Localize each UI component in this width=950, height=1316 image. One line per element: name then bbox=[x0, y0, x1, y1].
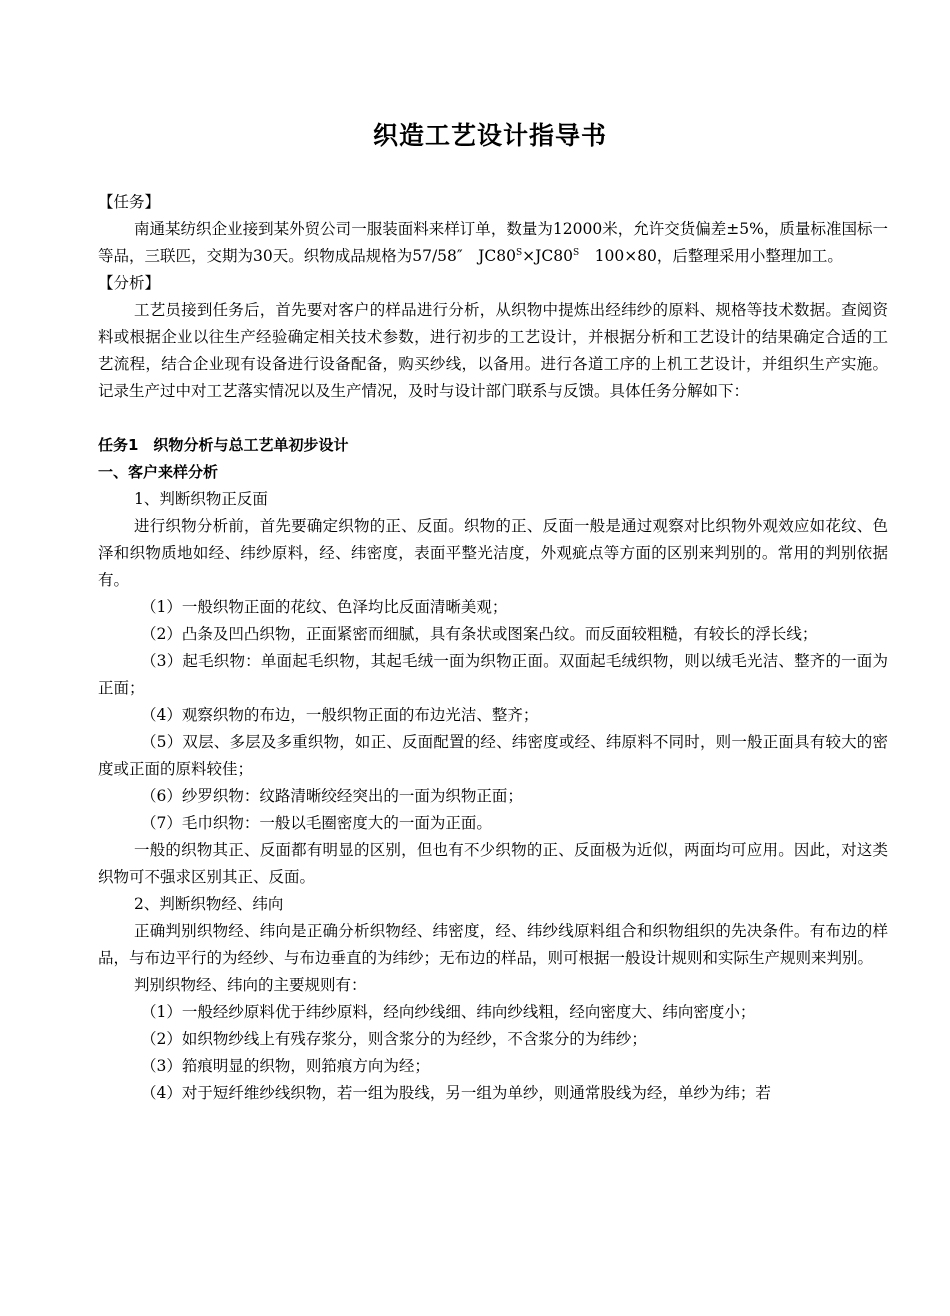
task1-heading: 任务1 织物分析与总工艺单初步设计 bbox=[98, 436, 349, 454]
sub1-item: （1）一般织物正面的花纹、色泽均比反面清晰美观； bbox=[141, 598, 508, 616]
task-text-b: ×JC80 bbox=[522, 247, 573, 265]
sub2-item: （4）对于短纤维纱线织物，若一组为股线，另一组为单纱，则通常股线为经，单纱为纬；若 bbox=[141, 1084, 771, 1102]
task-paragraph bbox=[98, 216, 888, 270]
task-text-a: 南通某纺织企业接到某外贸公司一服装面料来样订单，数量为12000米，允许交货偏差±5%，质量标准国标一等品，三联匹，交期为30天。织物成品规格为57/58″ JC80 bbox=[98, 220, 888, 265]
sub1-item: （4）观察织物的布边，一般织物正面的布边光洁、整齐； bbox=[141, 706, 539, 724]
task-heading: 【任务】 bbox=[98, 193, 161, 211]
sub1-outro: 一般的织物其正、反面都有明显的区别，但也有不少织物的正、反面极为近似，两面均可应用。因此，对这类织物可不强求区别其正、反面。 bbox=[98, 841, 888, 886]
sub2-heading: 2、判断织物经、纬向 bbox=[134, 895, 284, 913]
sub2-item: （1）一般经纱原料优于纬纱原料，经向纱线细、纬向纱线粗，经向密度大、纬向密度小； bbox=[141, 1003, 756, 1021]
sub1-item: （2）凸条及凹凸织物，正面紧密而细腻，具有条状或图案凸纹。而反面较粗糙，有较长的浮长线； bbox=[141, 625, 818, 643]
sub1-item: （5）双层、多层及多重织物，如正、反面配置的经、纬密度或经、纬原料不同时，则一般正面具有较大的密度或正面的原料较佳； bbox=[98, 733, 888, 778]
document-title: 织造工艺设计指导书 bbox=[372, 121, 607, 150]
sub2-intro: 正确判别织物经、纬向是正确分析织物经、纬密度，经、纬纱线原料组合和织物组织的先决条件。有布边的样品，与布边平行的为经纱、与布边垂直的为纬纱；无布边的样品，则可根据一般设计规则和实际生产规则来判别。 bbox=[98, 922, 888, 967]
task-sup-1: S bbox=[515, 248, 523, 258]
sub2-rules-intro: 判别织物经、纬向的主要规则有： bbox=[134, 976, 367, 994]
task-sup-2: S bbox=[572, 248, 580, 258]
sub2-item: （2）如织物纱线上有残存浆分，则含浆分的为经纱，不含浆分的为纬纱； bbox=[141, 1030, 647, 1048]
sub2-item: （3）筘痕明显的织物，则筘痕方向为经； bbox=[141, 1057, 430, 1075]
sub1-heading: 1、判断织物正反面 bbox=[134, 490, 268, 508]
analysis-paragraph: 工艺员接到任务后，首先要对客户的样品进行分析，从织物中提炼出经纬纱的原料、规格等技术数据。查阅资料或根据企业以往生产经验确定相关技术参数，进行初步的工艺设计，并根据分析和工艺设计的结果确定合适的工艺流程，结合企业现有设备进行设备配备，购买纱线，以备用。进行各道工序的上机工艺设计，并组织生产实施。记录生产过中对工艺落实情况以及生产情况，及时与设计部门联系与反馈。具体任务分解如下： bbox=[98, 301, 888, 400]
sub1-intro: 进行织物分析前，首先要确定织物的正、反面。织物的正、反面一般是通过观察对比织物外观效应如花纹、色泽和织物质地如经、纬纱原料，经、纬密度，表面平整光洁度，外观疵点等方面的区别来判别的。常用的判别依据有。 bbox=[98, 517, 888, 589]
analysis-heading: 【分析】 bbox=[98, 274, 161, 292]
task-text-c: 100×80，后整理采用小整理加工。 bbox=[579, 247, 843, 265]
sub1-item: （6）纱罗织物：纹路清晰绞经突出的一面为织物正面； bbox=[141, 787, 523, 805]
document-body bbox=[98, 189, 888, 1107]
sub1-item: （3）起毛织物：单面起毛织物，其起毛绒一面为织物正面。双面起毛绒织物，则以绒毛光洁、整齐的一面为正面； bbox=[98, 652, 888, 697]
section1-heading: 一、客户来样分析 bbox=[98, 463, 219, 481]
blank-line bbox=[98, 405, 888, 432]
sub1-item: （7）毛巾织物：一般以毛圈密度大的一面为正面。 bbox=[141, 814, 492, 832]
